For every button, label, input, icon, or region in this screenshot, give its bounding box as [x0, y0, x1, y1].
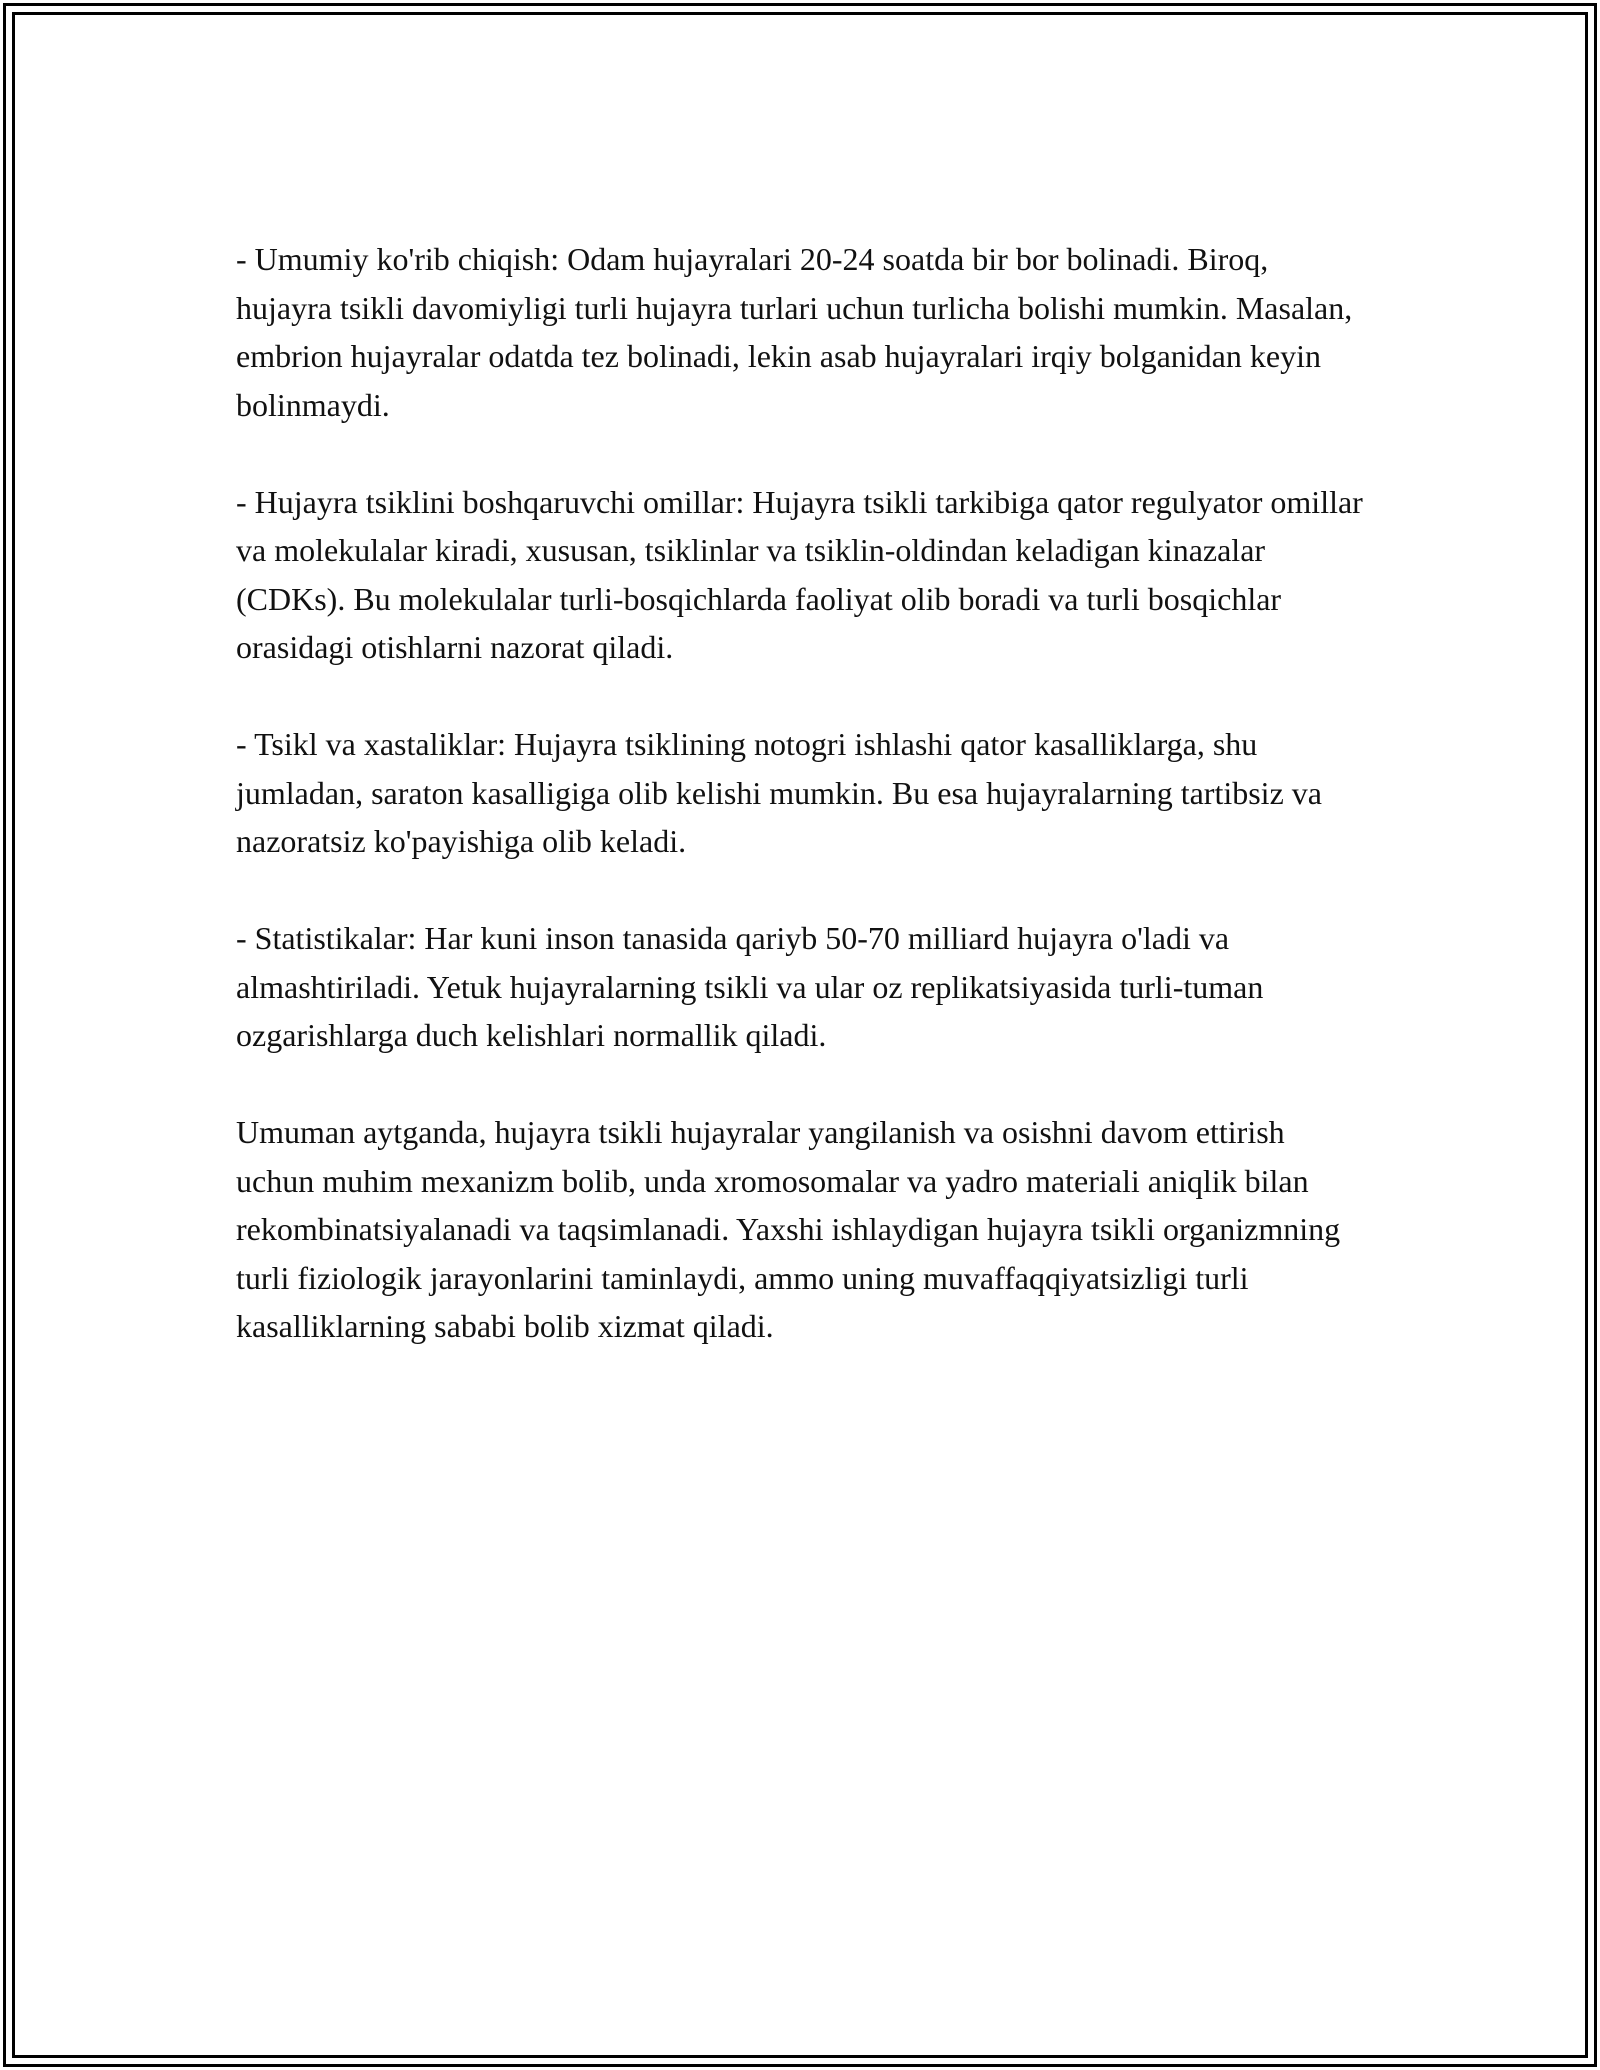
paragraph-regulating-factors: - Hujayra tsiklini boshqaruvchi omillar: Hujayra tsikli tarkibiga qator regulyator omillar va molekulalar kiradi, xususan, tsiklinlar va tsiklin-oldindan keladigan kinazalar (CDKs). Bu molekulalar turli-bosqichlarda faoliyat olib boradi va turli bosqichlar orasidagi otishlarni nazorat qiladi.	[236, 483, 1363, 665]
paragraph-statistics: - Statistikalar: Har kuni inson tanasida qariyb 50-70 milliard hujayra o'ladi va almashtiriladi. Yetuk hujayralarning tsikli va ular oz replikatsiyasida turli-tuman ozgarishlarga duch kelishlari normallik qiladi.	[236, 920, 1264, 1053]
document-body	[236, 235, 1366, 1399]
paragraph-cycle-and-diseases: - Tsikl va xastaliklar: Hujayra tsiklining notogri ishlashi qator kasalliklarga, shu jumladan, saraton kasalligiga olib kelishi mumkin. Bu esa hujayralarning tartibsiz va nazoratsiz ko'payishiga olib keladi.	[236, 726, 1322, 859]
paragraph-overview: - Umumiy ko'rib chiqish: Odam hujayralari 20-24 soatda bir bor bolinadi. Biroq, hujayra tsikli davomiyligi turli hujayra turlari uchun turlicha bolishi mumkin. Masalan, embrion hujayralar odatda tez bolinadi, lekin asab hujayralari irqiy bolganidan keyin bolinmaydi.	[236, 241, 1353, 423]
paragraph-conclusion: Umuman aytganda, hujayra tsikli hujayralar yangilanish va osishni davom ettirish uchun muhim mexanizm bolib, unda xromosomalar va yadro materiali aniqlik bilan rekombinatsiyalanadi va taqsimlanadi. Yaxshi ishlaydigan hujayra tsikli organizmning turli fiziologik jarayonlarini taminlaydi, ammo uning muvaffaqqiyatsizligi turli kasalliklarning sababi bolib xizmat qiladi.	[236, 1114, 1341, 1344]
